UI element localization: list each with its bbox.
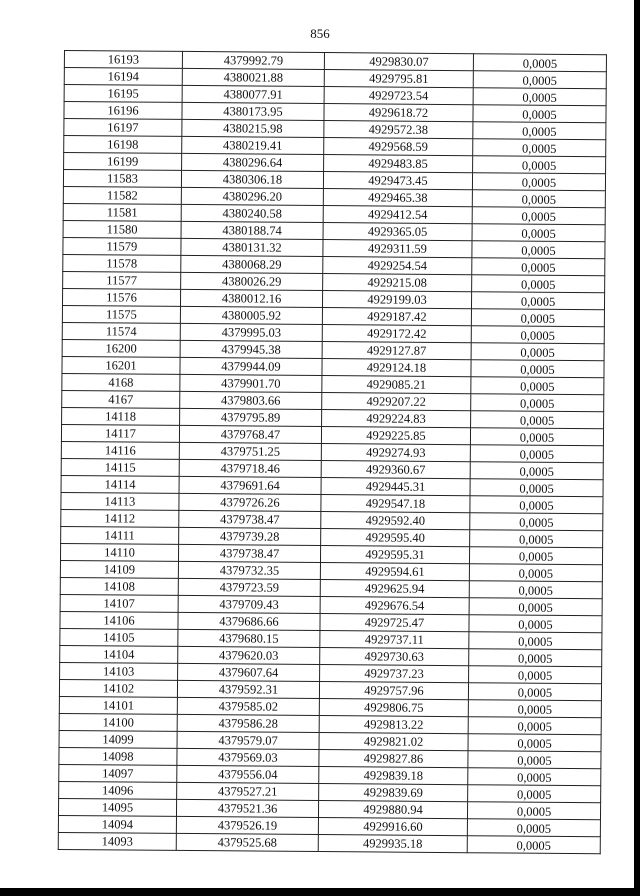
x-coordinate-cell: 4379586.28 [177,714,319,732]
y-coordinate-cell: 4929412.54 [323,206,472,224]
error-value-cell: 0,0005 [468,768,601,786]
error-value-cell: 0,0005 [470,479,603,497]
error-value-cell: 0,0005 [470,496,603,514]
x-coordinate-cell: 4379691.64 [179,476,321,494]
error-value-cell: 0,0005 [470,530,603,548]
y-coordinate-cell: 4929592.40 [321,512,470,530]
error-value-cell: 0,0005 [470,513,603,531]
y-coordinate-cell: 4929839.18 [319,767,468,785]
error-value-cell: 0,0005 [472,241,605,259]
y-coordinate-cell: 4929224.83 [322,410,471,428]
x-coordinate-cell: 4379803.66 [180,391,322,409]
error-value-cell: 0,0005 [471,292,604,310]
point-number-cell: 14097 [59,764,177,782]
point-number-cell: 16197 [64,119,182,137]
x-coordinate-cell: 4379592.31 [177,680,319,698]
point-number-cell: 16195 [64,85,182,103]
x-coordinate-cell: 4379620.03 [178,646,320,664]
x-coordinate-cell: 4379525.68 [176,833,318,851]
point-number-cell: 14118 [62,407,180,425]
y-coordinate-cell: 4929360.67 [321,461,470,479]
y-coordinate-cell: 4929806.75 [319,699,468,717]
y-coordinate-cell: 4929821.02 [319,733,468,751]
y-coordinate-cell: 4929830.07 [324,53,473,71]
point-number-cell: 14113 [61,492,179,510]
page-number: 856 [310,26,330,41]
point-number-cell: 11578 [63,254,181,272]
point-number-cell: 11574 [62,322,180,340]
x-coordinate-cell: 4379795.89 [180,408,322,426]
y-coordinate-cell: 4929595.40 [321,529,470,547]
x-coordinate-cell: 4379686.66 [178,612,320,630]
error-value-cell: 0,0005 [471,360,604,378]
error-value-cell: 0,0005 [471,377,604,395]
point-number-cell: 14105 [60,628,178,646]
coordinates-table [58,50,607,854]
error-value-cell: 0,0005 [468,751,601,769]
y-coordinate-cell: 4929795.81 [324,70,473,88]
y-coordinate-cell: 4929676.54 [320,597,469,615]
error-value-cell: 0,0005 [470,462,603,480]
x-coordinate-cell: 4380068.29 [181,255,323,273]
x-coordinate-cell: 4380026.29 [181,272,323,290]
y-coordinate-cell: 4929465.38 [323,189,472,207]
error-value-cell: 0,0005 [471,309,604,327]
point-number-cell: 16200 [62,339,180,357]
point-number-cell: 14098 [59,747,177,765]
point-number-cell: 14095 [58,798,176,816]
y-coordinate-cell: 4929916.60 [318,818,467,836]
error-value-cell: 0,0005 [470,428,603,446]
y-coordinate-cell: 4929254.54 [323,257,472,275]
error-value-cell: 0,0005 [468,734,601,752]
error-value-cell: 0,0005 [473,156,606,174]
y-coordinate-cell: 4929618.72 [324,104,473,122]
error-value-cell: 0,0005 [473,122,606,140]
x-coordinate-cell: 4379738.47 [178,544,320,562]
y-coordinate-cell: 4929839.69 [319,784,468,802]
y-coordinate-cell: 4929625.94 [320,580,469,598]
error-value-cell: 0,0005 [467,836,600,854]
error-value-cell: 0,0005 [471,326,604,344]
x-coordinate-cell: 4379739.28 [179,527,321,545]
y-coordinate-cell: 4929594.61 [320,563,469,581]
x-coordinate-cell: 4379527.21 [177,782,319,800]
y-coordinate-cell: 4929365.05 [323,223,472,241]
error-value-cell: 0,0005 [469,615,602,633]
point-number-cell: 14100 [59,713,177,731]
error-value-cell: 0,0005 [469,598,602,616]
y-coordinate-cell: 4929827.86 [319,750,468,768]
x-coordinate-cell: 4380296.64 [182,153,324,171]
y-coordinate-cell: 4929595.31 [320,546,469,564]
y-coordinate-cell: 4929085.21 [322,376,471,394]
error-value-cell: 0,0005 [471,411,604,429]
y-coordinate-cell: 4929757.96 [319,682,468,700]
x-coordinate-cell: 4379992.79 [182,51,324,69]
x-coordinate-cell: 4379726.26 [179,493,321,511]
y-coordinate-cell: 4929473.45 [323,172,472,190]
x-coordinate-cell: 4379751.25 [179,442,321,460]
point-number-cell: 14104 [60,645,178,663]
scan-border-right [634,0,640,896]
point-number-cell: 14101 [59,696,177,714]
y-coordinate-cell: 4929207.22 [322,393,471,411]
error-value-cell: 0,0005 [472,275,605,293]
x-coordinate-cell: 4379718.46 [179,459,321,477]
x-coordinate-cell: 4379579.07 [177,731,319,749]
y-coordinate-cell: 4929199.03 [322,291,471,309]
error-value-cell: 0,0005 [473,54,606,72]
point-number-cell: 11577 [63,271,181,289]
x-coordinate-cell: 4379768.47 [179,425,321,443]
point-number-cell: 14112 [61,509,179,527]
error-value-cell: 0,0005 [472,190,605,208]
x-coordinate-cell: 4380131.32 [181,238,323,256]
y-coordinate-cell: 4929124.18 [322,359,471,377]
x-coordinate-cell: 4380012.16 [180,289,322,307]
point-number-cell: 14114 [61,475,179,493]
error-value-cell: 0,0005 [472,173,605,191]
x-coordinate-cell: 4379585.02 [177,697,319,715]
point-number-cell: 14117 [61,424,179,442]
x-coordinate-cell: 4379901.70 [180,374,322,392]
point-number-cell: 16194 [64,68,182,86]
x-coordinate-cell: 4379526.19 [176,816,318,834]
point-number-cell: 11583 [63,170,181,188]
point-number-cell: 16198 [64,136,182,154]
point-number-cell: 11581 [63,203,181,221]
error-value-cell: 0,0005 [468,717,601,735]
error-value-cell: 0,0005 [473,71,606,89]
x-coordinate-cell: 4379607.64 [178,663,320,681]
point-number-cell: 4167 [62,390,180,408]
y-coordinate-cell: 4929172.42 [322,325,471,343]
y-coordinate-cell: 4929127.87 [322,342,471,360]
y-coordinate-cell: 4929723.54 [324,87,473,105]
error-value-cell: 0,0005 [467,802,600,820]
x-coordinate-cell: 4379569.03 [177,748,319,766]
y-coordinate-cell: 4929737.23 [320,665,469,683]
y-coordinate-cell: 4929572.38 [324,121,473,139]
error-value-cell: 0,0005 [468,683,601,701]
error-value-cell: 0,0005 [468,700,601,718]
x-coordinate-cell: 4380077.91 [182,85,324,103]
coordinates-table-body [58,51,606,854]
coordinates-table-container [58,50,606,854]
point-number-cell: 14108 [60,577,178,595]
point-number-cell: 14099 [59,730,177,748]
error-value-cell: 0,0005 [469,581,602,599]
point-number-cell: 14103 [60,662,178,680]
point-number-cell: 11576 [62,288,180,306]
point-number-cell: 16196 [64,102,182,120]
y-coordinate-cell: 4929547.18 [321,495,470,513]
point-number-cell: 11575 [62,305,180,323]
point-number-cell: 14111 [61,526,179,544]
x-coordinate-cell: 4380306.18 [181,170,323,188]
point-number-cell: 14106 [60,611,178,629]
x-coordinate-cell: 4380215.98 [182,119,324,137]
y-coordinate-cell: 4929813.22 [319,716,468,734]
error-value-cell: 0,0005 [471,343,604,361]
x-coordinate-cell: 4379521.36 [176,799,318,817]
point-number-cell: 14110 [60,543,178,561]
x-coordinate-cell: 4380021.88 [182,68,324,86]
point-number-cell: 16201 [62,356,180,374]
point-number-cell: 14096 [59,781,177,799]
x-coordinate-cell: 4379680.15 [178,629,320,647]
x-coordinate-cell: 4380173.95 [182,102,324,120]
error-value-cell: 0,0005 [473,88,606,106]
error-value-cell: 0,0005 [468,785,601,803]
x-coordinate-cell: 4379995.03 [180,323,322,341]
y-coordinate-cell: 4929187.42 [322,308,471,326]
point-number-cell: 16199 [64,153,182,171]
table-row [58,832,600,853]
x-coordinate-cell: 4379732.35 [178,561,320,579]
x-coordinate-cell: 4379709.43 [178,595,320,613]
error-value-cell: 0,0005 [472,224,605,242]
y-coordinate-cell: 4929311.59 [323,240,472,258]
x-coordinate-cell: 4379723.59 [178,578,320,596]
error-value-cell: 0,0005 [472,258,605,276]
x-coordinate-cell: 4380296.20 [181,187,323,205]
point-number-cell: 16193 [64,51,182,69]
error-value-cell: 0,0005 [470,445,603,463]
point-number-cell: 11580 [63,220,181,238]
point-number-cell: 11582 [63,186,181,204]
error-value-cell: 0,0005 [469,564,602,582]
y-coordinate-cell: 4929737.11 [320,631,469,649]
error-value-cell: 0,0005 [469,632,602,650]
point-number-cell: 14107 [60,594,178,612]
point-number-cell: 14116 [61,441,179,459]
y-coordinate-cell: 4929445.31 [321,478,470,496]
y-coordinate-cell: 4929725.47 [320,614,469,632]
error-value-cell: 0,0005 [469,666,602,684]
error-value-cell: 0,0005 [473,139,606,157]
error-value-cell: 0,0005 [471,394,604,412]
point-number-cell: 14093 [58,832,176,850]
x-coordinate-cell: 4379738.47 [179,510,321,528]
x-coordinate-cell: 4380188.74 [181,221,323,239]
y-coordinate-cell: 4929880.94 [318,801,467,819]
error-value-cell: 0,0005 [467,819,600,837]
x-coordinate-cell: 4379944.09 [180,357,322,375]
y-coordinate-cell: 4929483.85 [324,155,473,173]
point-number-cell: 14115 [61,458,179,476]
y-coordinate-cell: 4929215.08 [323,274,472,292]
scan-border-bottom [0,888,640,896]
point-number-cell: 14094 [58,815,176,833]
point-number-cell: 11579 [63,237,181,255]
x-coordinate-cell: 4380219.41 [182,136,324,154]
error-value-cell: 0,0005 [469,649,602,667]
point-number-cell: 4168 [62,373,180,391]
y-coordinate-cell: 4929225.85 [321,427,470,445]
x-coordinate-cell: 4380005.92 [180,306,322,324]
error-value-cell: 0,0005 [472,207,605,225]
x-coordinate-cell: 4379945.38 [180,340,322,358]
point-number-cell: 14102 [59,679,177,697]
y-coordinate-cell: 4929274.93 [321,444,470,462]
y-coordinate-cell: 4929730.63 [320,648,469,666]
y-coordinate-cell: 4929568.59 [324,138,473,156]
x-coordinate-cell: 4380240.58 [181,204,323,222]
error-value-cell: 0,0005 [473,105,606,123]
error-value-cell: 0,0005 [469,547,602,565]
y-coordinate-cell: 4929935.18 [318,835,467,853]
point-number-cell: 14109 [60,560,178,578]
x-coordinate-cell: 4379556.04 [177,765,319,783]
